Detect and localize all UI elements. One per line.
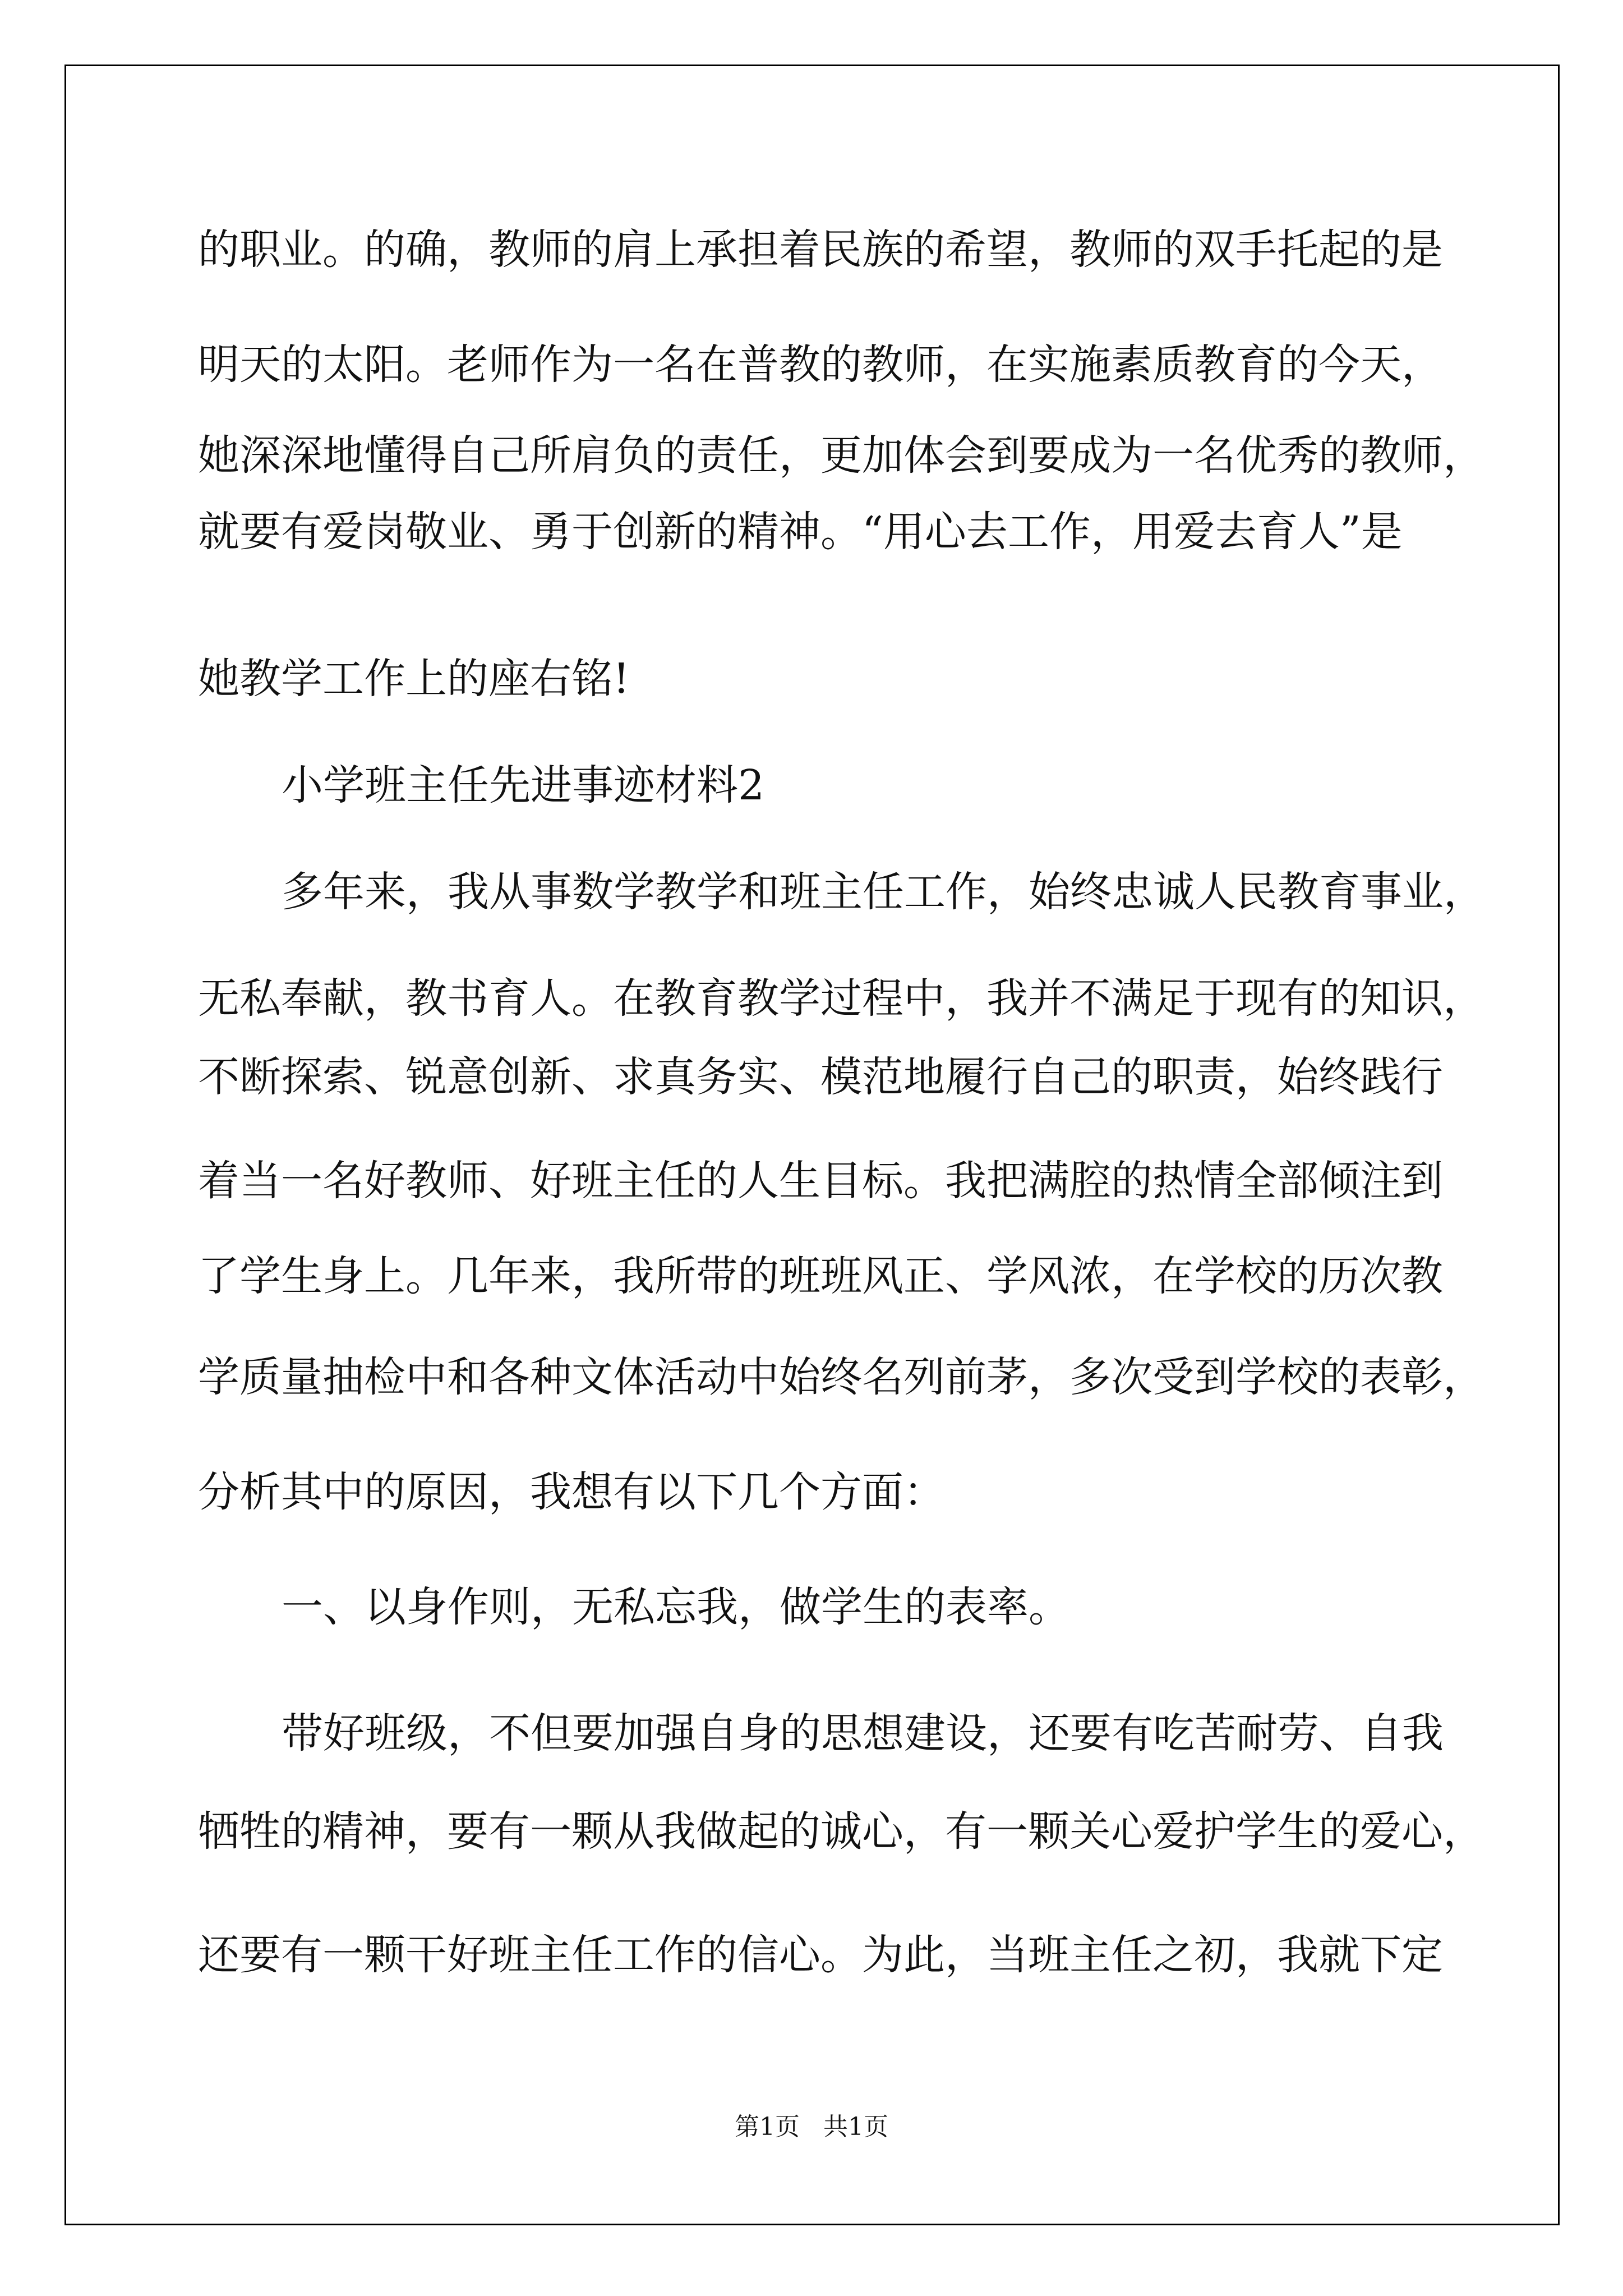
page-footer: 第1页 共1页 bbox=[735, 2113, 888, 2141]
body-line: 学质量抽检中和各种文体活动中始终名列前茅，多次受到学校的表彰， bbox=[198, 1353, 1484, 1401]
body-line: 她深深地懂得自己所肩负的责任，更加体会到要成为一名优秀的教师， bbox=[198, 431, 1484, 480]
body-line: 多年来，我从事数学教学和班主任工作，始终忠诚人民教育事业， bbox=[282, 868, 1485, 916]
body-line: 就要有爱岗敬业、勇于创新的精神。“用心去工作，用爱去育人”是 bbox=[198, 508, 1403, 556]
body-line: 的职业。的确，教师的肩上承担着民族的希望，教师的双手托起的是 bbox=[198, 226, 1443, 274]
body-line: 不断探索、锐意创新、求真务实、模范地履行自己的职责，始终践行 bbox=[198, 1053, 1443, 1101]
body-line: 了学生身上。几年来，我所带的班班风正、学风浓，在学校的历次教 bbox=[198, 1252, 1443, 1300]
body-line: 还要有一颗干好班主任工作的信心。为此，当班主任之初，我就下定 bbox=[198, 1931, 1443, 1979]
body-line: 明天的太阳。老师作为一名在普教的教师，在实施素质教育的今天， bbox=[198, 341, 1443, 389]
list-heading: 一、以身作则，无私忘我，做学生的表率。 bbox=[282, 1583, 1070, 1631]
body-line: 牺牲的精神，要有一颗从我做起的诚心，有一颗关心爱护学生的爱心， bbox=[198, 1807, 1484, 1856]
body-line: 带好班级，不但要加强自身的思想建设，还要有吃苦耐劳、自我 bbox=[282, 1709, 1444, 1757]
body-line: 着当一名好教师、好班主任的人生目标。我把满腔的热情全部倾注到 bbox=[198, 1157, 1443, 1205]
body-line: 分析其中的原因，我想有以下几个方面： bbox=[198, 1468, 945, 1516]
body-line: 无私奉献，教书育人。在教育教学过程中，我并不满足于现有的知识， bbox=[198, 974, 1484, 1023]
section-heading: 小学班主任先进事迹材料2 bbox=[282, 761, 765, 809]
body-line: 她教学工作上的座右铭! bbox=[198, 655, 630, 703]
